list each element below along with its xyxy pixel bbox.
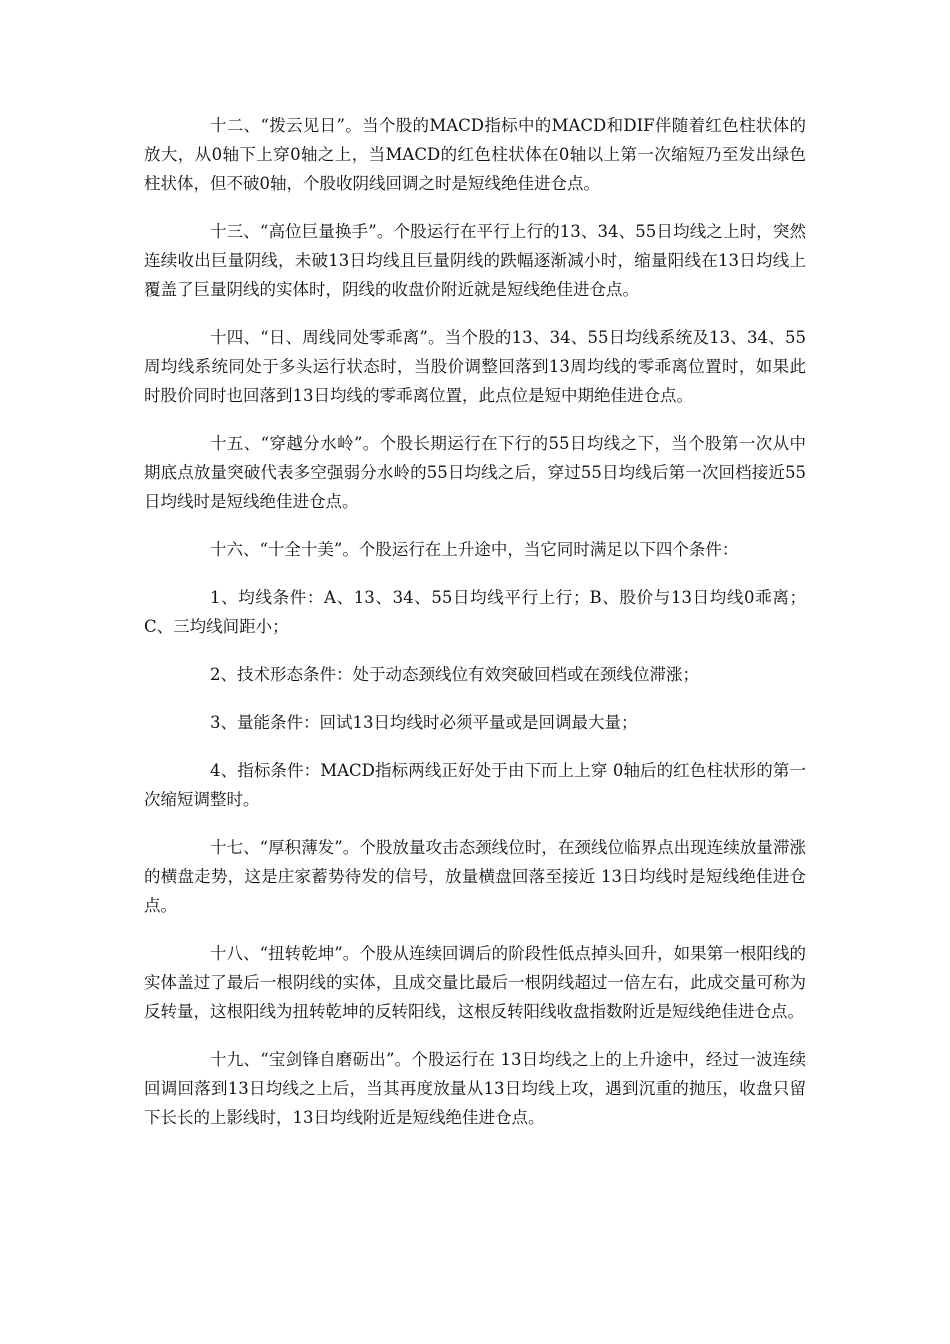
condition-4: 4、指标条件：MACD指标两线正好处于由下而上上穿 0轴后的红色柱状形的第一次缩短调整时。 xyxy=(144,761,806,809)
paragraph-15: 十五、“穿越分水岭”。个股长期运行在下行的55日均线之下，当个股第一次从中期底点放量突破代表多空强弱分水岭的55日均线之后，穿过55日均线后第一次回档接近55日均线时是短线绝佳进仓点。 xyxy=(144,434,806,511)
paragraph-17: 十七、“厚积薄发”。个股放量攻击态颈线位时，在颈线位临界点出现连续放量滞涨的横盘走势，这是庄家蓄势待发的信号，放量横盘回落至接近 13日均线时是短线绝佳进仓点。 xyxy=(144,838,806,915)
condition-2: 2、技术形态条件：处于动态颈线位有效突破回档或在颈线位滞涨； xyxy=(210,665,699,684)
document-page xyxy=(144,111,806,1151)
condition-1: 1、均线条件：A、13、34、55日均线平行上行；B、股价与13日均线0乖离；C、三均线间距小； xyxy=(144,588,806,636)
paragraph-16: 十六、“十全十美”。个股运行在上升途中，当它同时满足以下四个条件： xyxy=(210,540,739,559)
paragraph-14: 十四、“日、周线同处零乖离”。当个股的13、34、55日均线系统及13、34、55周均线系统同处于多头运行状态时，当股价调整回落到13周均线的零乖离位置时，如果此时股价同时也回落到13日均线的零乖离位置，此点位是短中期绝佳进仓点。 xyxy=(144,328,806,405)
paragraph-19: 十九、“宝剑锋自磨砺出”。个股运行在 13日均线之上的上升途中，经过一波连续回调回落到13日均线之上后，当其再度放量从13日均线上攻，遇到沉重的抛压，收盘只留下长长的上影线时，13日均线附近是短线绝佳进仓点。 xyxy=(144,1050,806,1127)
paragraph-13: 十三、“高位巨量换手”。个股运行在平行上行的13、34、55日均线之上时，突然连续收出巨量阴线，未破13日均线且巨量阴线的跌幅逐渐减小时，缩量阳线在13日均线上覆盖了巨量阴线的实体时，阴线的收盘价附近就是短线绝佳进仓点。 xyxy=(144,222,806,299)
paragraph-18: 十八、“扭转乾坤”。个股从连续回调后的阶段性低点掉头回升，如果第一根阳线的实体盖过了最后一根阴线的实体，且成交量比最后一根阴线超过一倍左右，此成交量可称为反转量，这根阳线为扭转乾坤的反转阳线，这根反转阳线收盘指数附近是短线绝佳进仓点。 xyxy=(144,944,806,1021)
paragraph-12: 十二、“拨云见日”。当个股的MACD指标中的MACD和DIF伴随着红色柱状体的放大，从0轴下上穿0轴之上，当MACD的红色柱状体在0轴以上第一次缩短乃至发出绿色柱状体，但不破0轴，个股收阴线回调之时是短线绝佳进仓点。 xyxy=(144,116,806,193)
condition-3: 3、量能条件：回试13日均线时必须平量或是回调最大量； xyxy=(210,713,638,732)
